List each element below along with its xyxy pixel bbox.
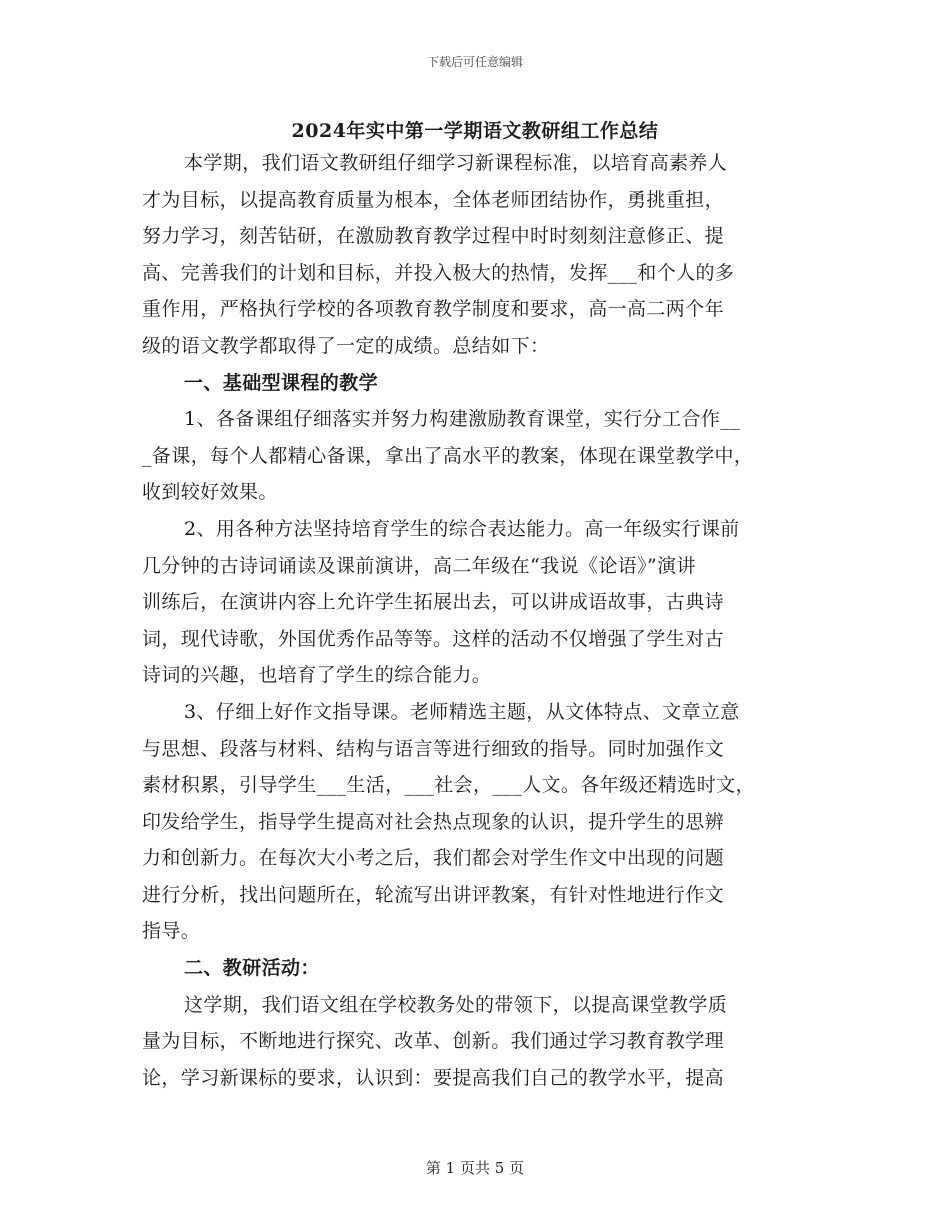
paragraph-line: 3、仔细上好作文指导课。老师精选主题，从文体特点、文章立意	[184, 700, 740, 723]
paragraph-line: 诗词的兴趣，也培育了学生的综合能力。	[142, 664, 492, 687]
paragraph-line: 收到较好效果。	[142, 481, 278, 504]
paragraph-line: _备课，每个人都精心备课，拿出了高水平的教案，体现在课堂教学中，	[142, 444, 754, 467]
document-body	[142, 145, 810, 1096]
paragraph-line: 几分钟的古诗词诵读及课前演讲，高二年级在“我说《论语》”演讲	[142, 554, 696, 577]
paragraph-line: 高、完善我们的计划和目标，并投入极大的热情，发挥___和个人的多	[142, 261, 735, 284]
paragraph-line: 指导。	[142, 920, 201, 943]
paragraph-line: 与思想、段落与材料、结构与语言等进行细致的指导。同时加强作文	[142, 737, 725, 760]
section-heading: 二、教研活动：	[184, 957, 320, 980]
paragraph-line: 本学期，我们语文教研组仔细学习新课程标准，以培育高素养人	[184, 152, 728, 174]
paragraph-line: 才为目标，以提高教育质量为根本，全体老师团结协作，勇挑重担，	[142, 188, 725, 211]
paragraph-line: 努力学习，刻苦钻研，在激励教育教学过程中时时刻刻注意修正、提	[142, 225, 725, 248]
paragraph-line: 力和创新力。在每次大小考之后，我们都会对学生作文中出现的问题	[142, 847, 725, 870]
paragraph-line: 论，学习新课标的要求，认识到：要提高我们自己的教学水平，提高	[142, 1066, 725, 1089]
paragraph-line: 进行分析，找出问题所在，轮流写出讲评教案，有针对性地进行作文	[142, 883, 725, 906]
paragraph-line: 重作用，严格执行学校的各项教育教学制度和要求，高一高二两个年	[142, 298, 725, 321]
page-header-note: 下载后可任意编辑	[426, 55, 523, 69]
document-title: 2024年实中第一学期语文教研组工作总结	[291, 120, 659, 142]
paragraph-line: 这学期，我们语文组在学校教务处的带领下，以提高课堂教学质	[184, 993, 728, 1016]
paragraph-line: 素材积累，引导学生___生活，___社会，___人文。各年级还精选时文，	[142, 774, 755, 797]
paragraph-line: 级的语文教学都取得了一定的成绩。总结如下：	[142, 334, 550, 357]
paragraph-line: 量为目标，不断地进行探究、改革、创新。我们通过学习教育教学理	[142, 1030, 725, 1053]
page-number: 第 1 页共 5 页	[425, 1159, 525, 1177]
paragraph-line: 词，现代诗歌，外国优秀作品等等。这样的活动不仅增强了学生对古	[142, 627, 725, 650]
paragraph-line: 印发给学生，指导学生提高对社会热点现象的认识，提升学生的思辨	[142, 810, 725, 833]
paragraph-line: 2、用各种方法坚持培育学生的综合表达能力。高一年级实行课前	[184, 517, 740, 540]
paragraph-line: 训练后，在演讲内容上允许学生拓展出去，可以讲成语故事，古典诗	[142, 591, 725, 614]
section-heading: 一、基础型课程的教学	[184, 371, 379, 394]
paragraph-line: 1、各备课组仔细落实并努力构建激励教育课堂，实行分工合作__	[184, 408, 741, 431]
